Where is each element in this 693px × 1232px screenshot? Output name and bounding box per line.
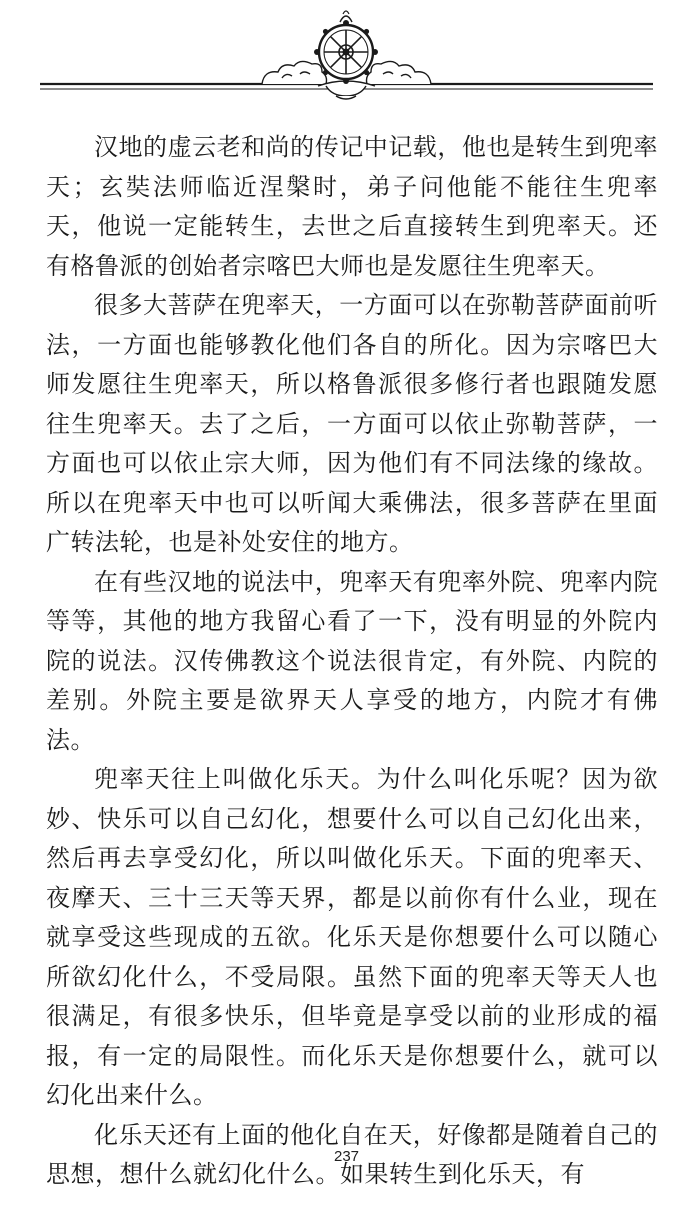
text-body bbox=[46, 128, 658, 1195]
dharma-wheel-icon bbox=[314, 11, 378, 84]
paragraph: 汉地的虚云老和尚的传记中记载，他也是转生到兜率天；玄奘法师临近涅槃时，弟子问他能不能往生兜率天，他说一定能转生，去世之后直接转生到兜率天。还有格鲁派的创始者宗喀巴大师也是发愿往生兜率天。 bbox=[46, 133, 658, 280]
right-cloud-icon bbox=[367, 61, 432, 84]
paragraph: 在有些汉地的说法中，兜率天有兜率外院、兜率内院等等，其他的地方我留心看了一下，没有明显的外院内院的说法。汉传佛教这个说法很肯定，有外院、内院的差别。外院主要是欲界天人享受的地方，内院才有佛法。 bbox=[46, 567, 658, 754]
page-header bbox=[0, 0, 693, 110]
left-cloud-icon bbox=[262, 61, 327, 84]
paragraph: 化乐天还有上面的他化自在天，好像都是随着自己的思想，想什么就幻化什么。如果转生到化乐天，有 bbox=[46, 1120, 658, 1188]
page-number: 237 bbox=[333, 1148, 360, 1165]
paragraph: 很多大菩萨在兜率天，一方面可以在弥勒菩萨面前听法，一方面也能够教化他们各自的所化。因为宗喀巴大师发愿往生兜率天，所以格鲁派很多修行者也跟随发愿往生兜率天。去了之后，一方面可以依止弥勒菩萨，一方面也可以依止宗大师，因为他们有不同法缘的缘故。所以在兜率天中也可以听闻大乘佛法，很多菩萨在里面广转法轮，也是补处安住的地方。 bbox=[46, 291, 658, 556]
paragraph: 兜率天往上叫做化乐天。为什么叫化乐呢？因为欲妙、快乐可以自己幻化，想要什么可以自己幻化出来，然后再去享受幻化，所以叫做化乐天。下面的兜率天、夜摩天、三十三天等天界，都是以前你有什么业，现在就享受这些现成的五欲。化乐天是你想要什么可以随心所欲幻化什么，不受局限。虽然下面的兜率天等天人也很满足，有很多快乐，但毕竟是享受以前的业形成的福报，有一定的局限性。而化乐天是你想要什么，就可以幻化出来什么。 bbox=[46, 765, 658, 1109]
header-ornament bbox=[0, 0, 693, 110]
